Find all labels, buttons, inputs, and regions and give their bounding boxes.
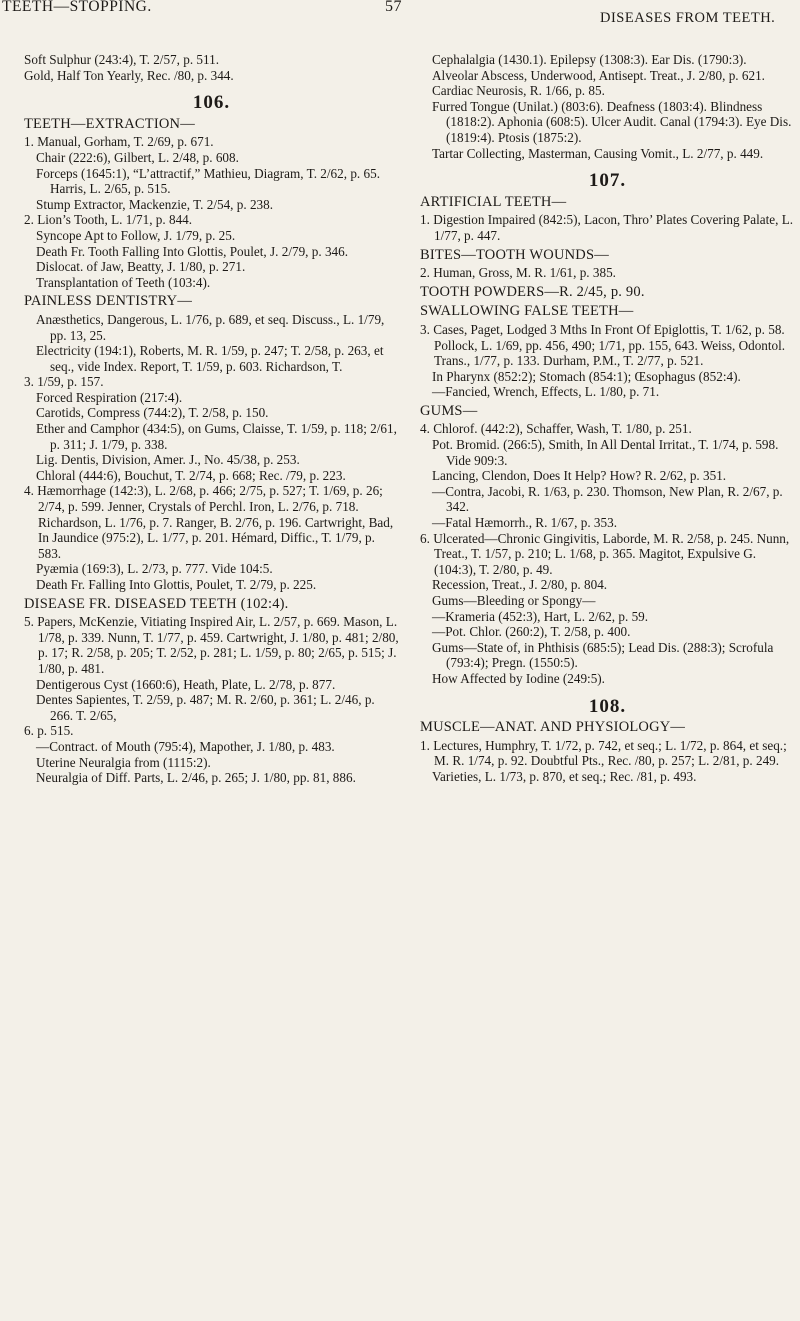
index-entry: —Fatal Hæmorrh., R. 1/67, p. 353. — [432, 515, 617, 531]
index-entry: 2. Human, Gross, M. R. 1/61, p. 385. — [420, 265, 616, 281]
index-entry: —Contract. of Mouth (795:4), Mapother, J. 1/80, p. 483. — [36, 738, 335, 754]
index-entry: —Contra, Jacobi, R. 1/63, p. 230. Thomson, New Plan, R. 2/67, p. 342. — [432, 483, 783, 515]
index-entry: Forceps (1645:1), “L’attractif,” Mathieu, Diagram, T. 2/62, p. 65. Harris, L. 2/65, p. 515. — [36, 165, 381, 197]
index-entry: Lig. Dentis, Division, Amer. J., No. 45/38, p. 253. — [36, 452, 300, 468]
index-entry: Death Fr. Tooth Falling Into Glottis, Poulet, J. 2/79, p. 346. — [36, 243, 349, 259]
section-heading: ARTIFICIAL TEETH— — [420, 193, 567, 210]
index-entry: 3. Cases, Paget, Lodged 3 Mths In Front Of Epiglottis, T. 1/62, p. 58. Pollock, L. 1/69, pp. 456, 490; 1/71, pp. 155, 643. Weiss, Odontol. Trans., 1/77, p. 133. Durham, P.M., T. 2/77, p. 521. — [420, 321, 786, 369]
index-entry: Dentes Sapientes, T. 2/59, p. 487; M. R. 2/60, p. 361; L. 2/46, p. 266. T. 2/65, — [36, 692, 375, 723]
section-heading: PAINLESS DENTISTRY— — [24, 293, 193, 310]
index-entry: Gums—Bleeding or Spongy— — [432, 593, 596, 608]
index-entry: How Affected by Iodine (249:5). — [432, 670, 605, 686]
right-column — [420, 52, 795, 785]
index-entry: 4. Chlorof. (442:2), Schaffer, Wash, T. 1/80, p. 251. — [420, 421, 692, 437]
index-entry: Varieties, L. 1/73, p. 870, et seq.; Rec. /81, p. 493. — [432, 768, 697, 784]
section-number: 108. — [588, 695, 627, 717]
index-entry: 4. Hæmorrhage (142:3), L. 2/68, p. 466; 2/75, p. 527; T. 1/69, p. 26; 2/74, p. 599. Jenner, Crystals of Perchl. Iron, L. 2/76, p. 718. Richardson, L. 1/76, p. 7. Ranger, B. 2/76, p. 196. Cartwright, Bad, In Jaundice (975:2), L. 1/77, p. 201. Hémard, Diffic., T. 1/79, p. 583. — [24, 483, 394, 561]
index-entry: 1. Digestion Impaired (842:5), Lacon, Thro’ Plates Covering Palate, L. 1/77, p. 447. — [420, 212, 794, 243]
index-entry: Ether and Camphor (434:5), on Gums, Claisse, T. 1/59, p. 118; 2/61, p. 311; J. 1/79, p. 338. — [36, 421, 397, 452]
section-number: 107. — [588, 170, 627, 192]
index-entry: Chloral (444:6), Bouchut, T. 2/74, p. 668; Rec. /79, p. 223. — [36, 467, 346, 483]
index-entry: Soft Sulphur (243:4), T. 2/57, p. 511. — [24, 52, 220, 67]
index-entry: 1. Lectures, Humphry, T. 1/72, p. 742, et seq.; L. 1/72, p. 864, et seq.; M. R. 1/74, p. 92. Doubtful Pts., Rec. /80, p. 257; L. 2/81, p. 249. — [420, 737, 787, 769]
index-entry: Chair (222:6), Gilbert, L. 2/48, p. 608. — [36, 149, 239, 165]
index-entry: —Pot. Chlor. (260:2), T. 2/58, p. 400. — [432, 624, 631, 640]
section-heading: SWALLOWING FALSE TEETH— — [420, 303, 634, 320]
index-entry: —Krameria (452:3), Hart, L. 2/62, p. 59. — [432, 608, 649, 624]
index-entry: 6. p. 515. — [24, 723, 74, 739]
index-entry: Alveolar Abscess, Underwood, Antisept. Treat., J. 2/80, p. 621. — [432, 67, 765, 83]
index-entry: In Pharynx (852:2); Stomach (854:1); Œsophagus (852:4). — [432, 368, 741, 384]
section-heading: MUSCLE—ANAT. AND PHYSIOLOGY— — [420, 719, 686, 736]
index-entry: Dislocat. of Jaw, Beatty, J. 1/80, p. 271. — [36, 259, 246, 275]
index-entry: 3. 1/59, p. 157. — [24, 374, 104, 390]
index-entry: 5. Papers, McKenzie, Vitiating Inspired Air, L. 2/57, p. 669. Mason, L. 1/78, p. 339. Nunn, T. 1/77, p. 459. Cartwright, J. 1/80, p. 481; 2/80, p. 17; R. 2/58, p. 205; T. 2/52, p. 281; L. 1/59, p. 80; 2/65, p. 515; J. 1/80, p. 481. — [24, 614, 399, 676]
index-entry: Neuralgia of Diff. Parts, L. 2/46, p. 265; J. 1/80, pp. 81, 886. — [36, 770, 356, 786]
index-entry: Uterine Neuralgia from (1115:2). — [36, 754, 211, 770]
index-entry: Forced Respiration (217:4). — [36, 389, 183, 405]
index-entry: Pot. Bromid. (266:5), Smith, In All Dental Irritat., T. 1/74, p. 598. Vide 909:3. — [432, 437, 779, 468]
index-entry: Anæsthetics, Dangerous, L. 1/76, p. 689, et seq. Discuss., L. 1/79, pp. 13, 25. — [36, 311, 385, 343]
index-entry: Gums—State of, in Phthisis (685:5); Lead Dis. (288:3); Scrofula (793:4); Pregn. (1550:5). — [432, 639, 774, 671]
section-heading: TOOTH POWDERS—R. 2/45, p. 90. — [420, 283, 645, 300]
section-heading: GUMS— — [420, 402, 478, 419]
index-entry: Recession, Treat., J. 2/80, p. 804. — [432, 577, 608, 593]
index-entry: 1. Manual, Gorham, T. 2/69, p. 671. — [24, 134, 214, 150]
left-column — [24, 52, 399, 786]
section-heading: BITES—TOOTH WOUNDS— — [420, 246, 609, 263]
index-entry: Syncope Apt to Follow, J. 1/79, p. 25. — [36, 227, 236, 243]
index-entry: Pyæmia (169:3), L. 2/73, p. 777. Vide 104:5. — [36, 561, 273, 577]
index-entry: Carotids, Compress (744:2), T. 2/58, p. 150. — [36, 405, 269, 421]
section-number: 106. — [192, 92, 231, 114]
index-entry: Dentigerous Cyst (1660:6), Heath, Plate, L. 2/78, p. 877. — [36, 676, 336, 692]
index-entry: Tartar Collecting, Masterman, Causing Vomit., L. 2/77, p. 449. — [432, 145, 764, 161]
index-entry: Cephalalgia (1430.1). Epilepsy (1308:3). Ear Dis. (1790:3). — [432, 52, 747, 67]
index-entry: —Fancied, Wrench, Effects, L. 1/80, p. 71. — [432, 384, 660, 400]
index-entry: Stump Extractor, Mackenzie, T. 2/54, p. 238. — [36, 196, 274, 212]
section-heading: TEETH—EXTRACTION— — [24, 115, 195, 132]
index-entry: Death Fr. Falling Into Glottis, Poulet, T. 2/79, p. 225. — [36, 577, 317, 592]
running-header-left: TEETH—STOPPING. — [2, 0, 152, 15]
index-entry: Electricity (194:1), Roberts, M. R. 1/59, p. 247; T. 2/58, p. 263, et seq., vide Index. Report, T. 1/59, p. 603. Richardson, T. — [36, 343, 384, 374]
index-entry: Gold, Half Ton Yearly, Rec. /80, p. 344. — [24, 67, 234, 83]
running-header-right: DISEASES FROM TEETH. — [600, 10, 776, 26]
index-entry: 6. Ulcerated—Chronic Gingivitis, Laborde, M. R. 2/58, p. 245. Nunn, Treat., T. 1/57, p. 210; L. 1/68, p. 365. Magitot, Expulsive G. (104:3), T. 2/80, p. 49. — [420, 530, 790, 577]
page-number: 57 — [385, 0, 402, 15]
section-heading: DISEASE FR. DISEASED TEETH (102:4). — [24, 595, 289, 612]
index-entry: Furred Tongue (Unilat.) (803:6). Deafness (1803:4). Blindness (1818:2). Aphonia (608:5). Ulcer Audit. Canal (1794:3). Eye Dis. (1819:4). Ptosis (1875:2). — [432, 98, 792, 145]
index-entry: 2. Lion’s Tooth, L. 1/71, p. 844. — [24, 212, 193, 228]
index-entry: Transplantation of Teeth (103:4). — [36, 274, 211, 290]
index-entry: Cardiac Neurosis, R. 1/66, p. 85. — [432, 83, 605, 99]
index-entry: Lancing, Clendon, Does It Help? How? R. 2/62, p. 351. — [432, 468, 727, 484]
